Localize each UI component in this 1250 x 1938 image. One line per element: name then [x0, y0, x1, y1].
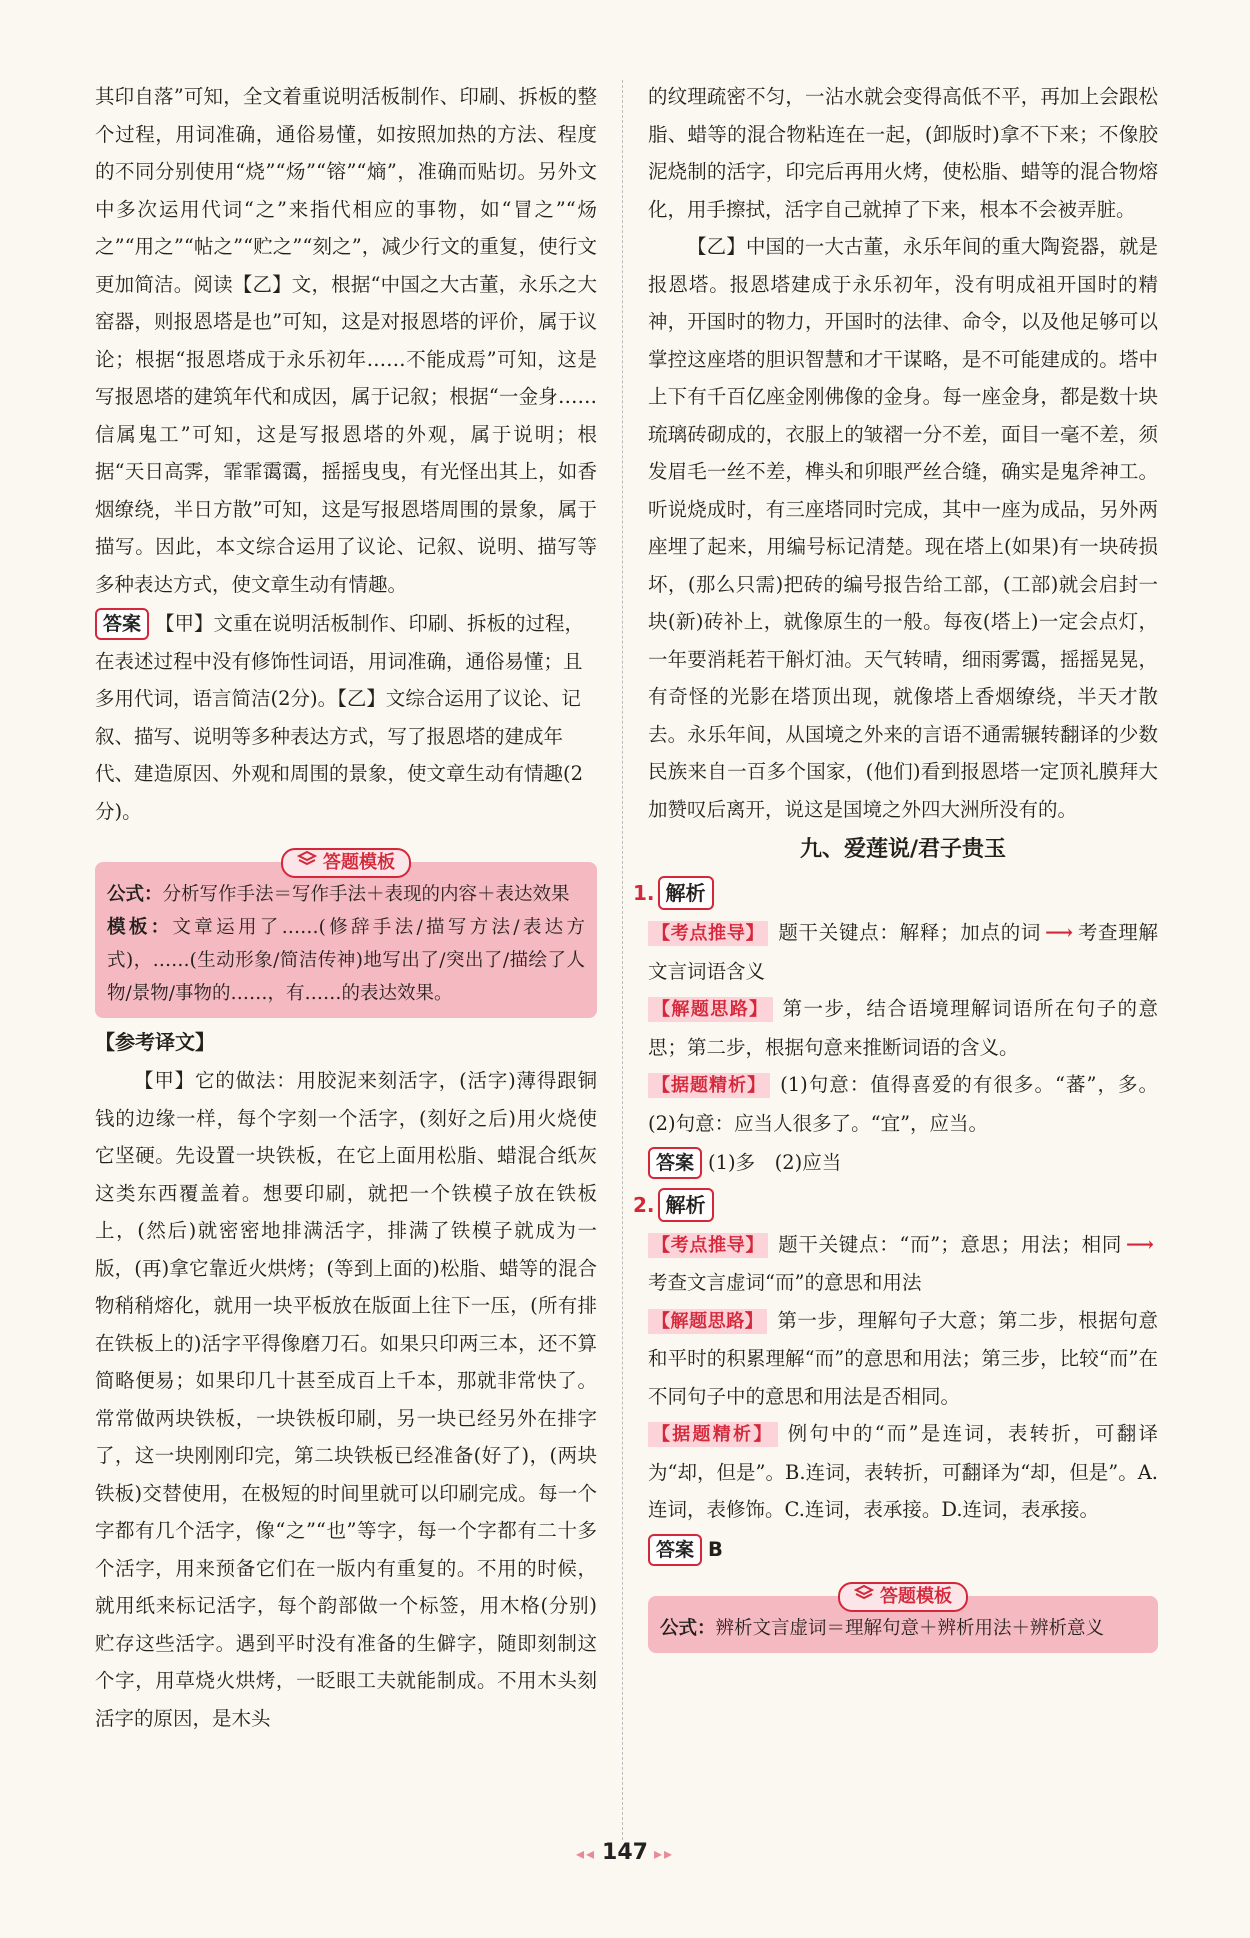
column-divider [622, 80, 623, 1840]
right-paragraph-2: 【乙】中国的一大古董，永乐年间的重大陶瓷器，就是报恩塔。报恩塔建成于永乐初年，没有明成祖开国时的精神，开国时的物力，开国时的法律、命令，以及他足够可以掌控这座塔的胆识智慧和才干谋略，是不可能建成的。塔中上下有千百亿座金刚佛像的金身。每一座金身，都是数十块琉璃砖砌成的，衣服上的皱褶一分不差，面目一毫不差，须发眉毛一丝不差，榫头和卯眼严丝合缝，确实是鬼斧神工。听说烧成时，有三座塔同时完成，其中一座为成品，另外两座埋了起来，用编号标记清楚。现在塔上(如果)有一块砖损坏，(那么只需)把砖的编号报告给工部，(工部)就会启封一块(新)砖补上，就像原生的一般。每夜(塔上)一定会点灯，一年要消耗若干斛灯油。天气转晴，细雨雾霭，摇摇晃晃，有奇怪的光影在塔顶出现，就像塔上香烟缭绕，半天才散去。永乐年间，从国境之外来的言语不通需辗转翻译的少数民族来自一百多个国家，(他们)看到报恩塔一定顶礼膜拜大加赞叹后离开，说这是国境之外四大洲所没有的。 [648, 235, 1158, 821]
page-dots-right: ▸▸ [653, 1844, 675, 1863]
left-answer [95, 605, 597, 830]
answer-text: B [708, 1537, 723, 1561]
analysis-tag: 解析 [658, 876, 714, 910]
right-paragraph-1: 的纹理疏密不匀，一沾水就会变得高低不平，再加上会跟松脂、蜡等的混合物粘连在一起，(卸版时)拿不下来；不像胶泥烧制的活字，印完后再用火烤，使松脂、蜡等的混合物熔化，用手擦拭，活字自己就掉了下来，根本不会被弄脏。 [648, 85, 1158, 221]
q2-jieti: 【解题思路】 第一步，理解句子大意；第二步，根据句意和平时的积累理解“而”的意思和用法；第三步，比较“而”在不同句子中的意思和用法是否相同。 [648, 1308, 1158, 1408]
template-title-text: 答题模板 [323, 852, 395, 873]
template-title-text: 答题模板 [880, 1586, 952, 1607]
q1-jieti: 【解题思路】 第一步，结合语境理解词语所在句子的意思；第二步，根据句意来推断词语的含义。 [648, 997, 1158, 1059]
answer-text: (1)多 (2)应当 [708, 1151, 842, 1174]
answer-tag: 答案 [648, 1147, 702, 1179]
q1-answer [648, 1144, 1158, 1182]
answer-text: 【甲】文重在说明活板制作、印刷、拆板的过程，在表述过程中没有修饰性词语，用词准确，通俗易懂；且多用代词，语言简洁(2分)。【乙】文综合运用了议论、记叙、描写、说明等多种表达方式，写了报恩塔的建成年代、建造原因、外观和周围的景象，使文章生动有情趣(2分)。 [95, 612, 585, 823]
template-formula: 公式：辨析文言虚词＝理解句意＋辨析用法＋辨析意义 [660, 1618, 1105, 1639]
question-1-header [633, 876, 1158, 910]
q2-answer [648, 1531, 1158, 1569]
q2-jingxi: 【据题精析】 例句中的“而”是连词，表转折，可翻译为“却，但是”。B.连词，表转折，可翻译为“却，但是”。A.连词，表修饰。C.连词，表承接。D.连词，表承接。 [648, 1422, 1158, 1521]
reference-translation-text: 【甲】它的做法：用胶泥来刻活字，(活字)薄得跟铜钱的边缘一样，每个字刻一个活字，(刻好之后)用火烧使它坚硬。先设置一块铁板，在它上面用松脂、蜡混合纸灰这类东西覆盖着。想要印刷，就把一个铁模子放在铁板上，(然后)就密密地排满活字，排满了铁模子就成为一版，(再)拿它靠近火烘烤；(等到上面的)松脂、蜡等的混合物稍稍熔化，就用一块平板放在版面上往下一压，(所有排在铁板上的)活字平得像磨刀石。如果只印两三本，还不算简略便易；如果印几十甚至成百上千本，那就非常快了。常常做两块铁板，一块铁板印刷，另一块已经另外在排字了，这一块刚刚印完，第二块铁板已经准备(好了)，(两块铁板)交替使用，在极短的时间里就可以印刷完成。每一个字都有几个活字，像“之”“也”等字，每一个字都有二十多个活字，用来预备它们在一版内有重复的。不用的时候，就用纸来标记活字，每个韵部做一个标签，用木格(分别)贮存这些活字。遇到平时没有准备的生僻字，随即刻制这个字，用草烧火烘烤，一眨眼工夫就能制成。不用木头刻活字的原因，是木头 [95, 1069, 597, 1730]
answer-tag: 答案 [648, 1534, 702, 1566]
right-column [633, 78, 1158, 1653]
template-model: 模板：文章运用了……(修辞手法/描写方法/表达方式)，……(生动形象/简洁传神)地写出了/突出了/描绘了人物/景物/事物的……，有……的表达效果。 [107, 917, 585, 1004]
template-formula: 公式：分析写作手法＝写作手法＋表现的内容＋表达效果 [107, 884, 570, 905]
answer-template-box-2 [648, 1586, 1158, 1653]
question-2-header [633, 1188, 1158, 1222]
q1-kaodian: 【考点推导】 题干关键点：解释；加点的词 ⟶ 考查理解文言词语含义 [648, 921, 1158, 983]
page-number [0, 1840, 1250, 1865]
q2-kaodian: 【考点推导】 题干关键点：“而”；意思；用法；相同 ⟶考查文言虚词“而”的意思和用法 [648, 1232, 1154, 1294]
answer-template-box [95, 852, 597, 1018]
template-title [281, 848, 411, 878]
arrow-icon: ⟶ [1045, 921, 1074, 944]
left-paragraph-1: 其印自落”可知，全文着重说明活板制作、印刷、拆板的整个过程，用词准确，通俗易懂，如按照加热的方法、程度的不同分别使用“烧”“炀”“镕”“熵”，准确而贴切。另外文中多次运用代词“之”来指代相应的事物，如“冒之”“炀之”“用之”“帖之”“贮之”“刻之”，减少行文的重复，使行文更加简洁。阅读【乙】文，根据“中国之大古董，永乐之大窑器，则报恩塔是也”可知，这是对报恩塔的评价，属于议论；根据“报恩塔成于永乐初年……不能成焉”可知，这是写报恩塔的建筑年代和成因，属于记叙；根据“一金身……信属鬼工”可知，这是写报恩塔的外观，属于说明；根据“天日高霁，霏霏霭霭，摇摇曳曳，有光怪出其上，如香烟缭绕，半日方散”可知，这是写报恩塔周围的景象，属于描写。因此，本文综合运用了议论、记叙、说明、描写等多种表达方式，使文章生动有情趣。 [95, 85, 597, 596]
analysis-tag: 解析 [658, 1188, 714, 1222]
page-dots-left: ◂◂ [575, 1844, 597, 1863]
q1-jingxi: 【据题精析】 (1)句意：值得喜爱的有很多。“蕃”，多。(2)句意：应当人很多了。“宜”，应当。 [648, 1073, 1158, 1135]
question-number: 1. [633, 881, 655, 905]
arrow-icon: ⟶ [1126, 1232, 1154, 1256]
left-column [95, 78, 597, 1737]
answer-tag: 答案 [95, 608, 149, 640]
reference-translation-heading: 【参考译文】 [95, 1030, 215, 1054]
layers-icon [297, 850, 317, 876]
page-number-text: 147 [602, 1840, 648, 1865]
template-title [838, 1582, 968, 1612]
section-title: 九、爱莲说/君子贵玉 [799, 837, 1007, 862]
layers-icon [854, 1584, 874, 1610]
question-number: 2. [633, 1192, 655, 1217]
